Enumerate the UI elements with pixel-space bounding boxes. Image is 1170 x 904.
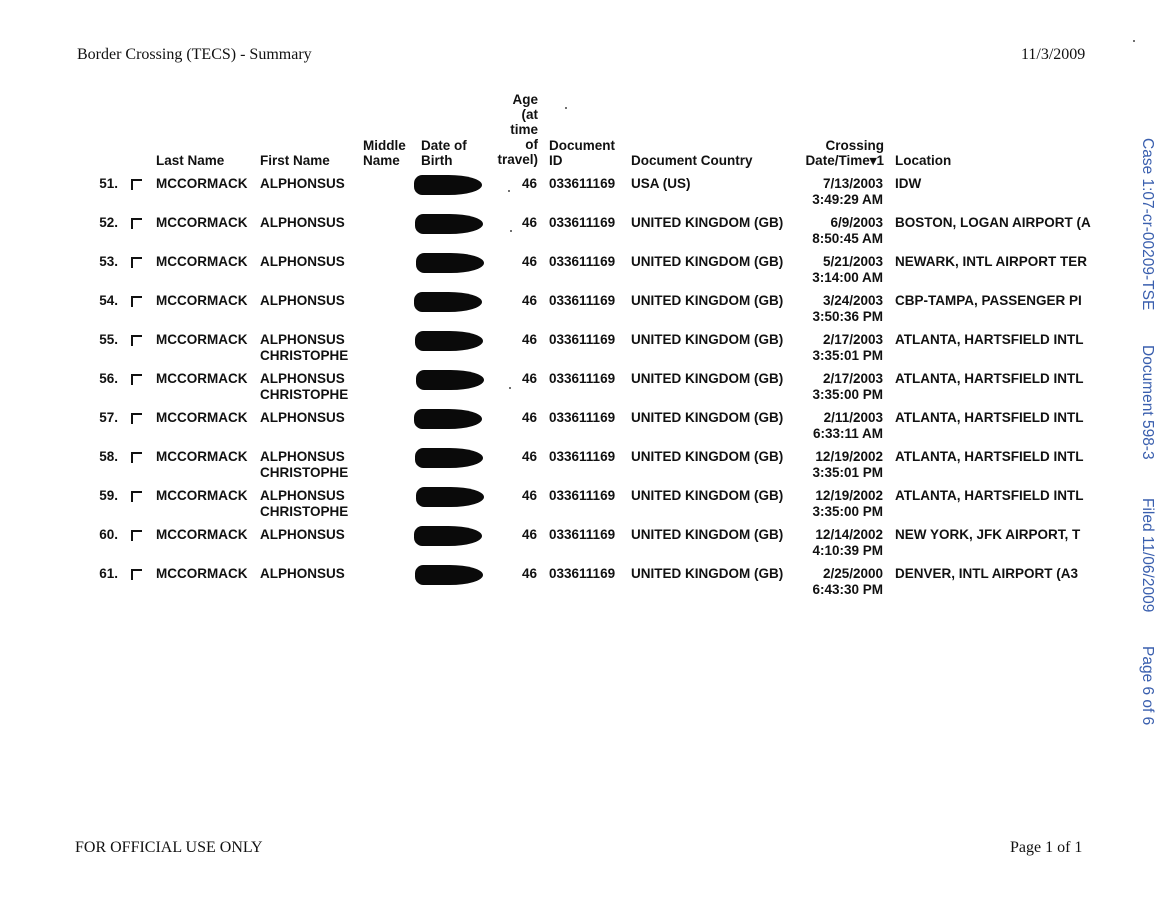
redaction-bar	[415, 565, 483, 585]
crossing-time-cell: 3:35:00 PM	[812, 387, 883, 402]
document-id-cell: 033611169	[549, 371, 616, 386]
scan-speck	[509, 387, 511, 389]
document-country-cell: UNITED KINGDOM (GB)	[631, 254, 784, 269]
row-number: 52.	[99, 215, 118, 230]
redaction-bar	[414, 292, 482, 312]
footer-page-number: Page 1 of 1	[1010, 839, 1083, 856]
location-cell: IDW	[895, 176, 922, 191]
row-number: 53.	[99, 254, 118, 269]
first-name-cell: ALPHONSUS	[260, 527, 345, 542]
document-id-cell: 033611169	[549, 215, 616, 230]
crossing-time-cell: 3:49:29 AM	[812, 192, 883, 207]
row-number: 59.	[99, 488, 118, 503]
crossing-time-cell: 8:50:45 AM	[812, 231, 883, 246]
last-name-cell: MCCORMACK	[156, 176, 248, 191]
last-name-cell: MCCORMACK	[156, 332, 248, 347]
first-name-cell: ALPHONSUS	[260, 566, 345, 581]
crossing-time-cell: 6:43:30 PM	[812, 582, 883, 597]
crossing-date-cell: 5/21/2003	[822, 254, 883, 269]
crossing-date-cell: 12/19/2002	[815, 488, 883, 503]
scan-speck	[510, 230, 512, 232]
column-header-last-name: Last Name	[156, 153, 225, 168]
court-filing-stamp	[1126, 138, 1156, 778]
row-number: 54.	[99, 293, 118, 308]
location-cell: ATLANTA, HARTSFIELD INTL	[895, 371, 1084, 386]
age-cell: 46	[521, 176, 537, 191]
location-cell: ATLANTA, HARTSFIELD INTL	[895, 332, 1084, 347]
first-name-cell: ALPHONSUS	[260, 488, 345, 503]
location-cell: DENVER, INTL AIRPORT (A3	[895, 566, 1079, 581]
first-name-cell: ALPHONSUS	[260, 293, 345, 308]
first-name-cell: ALPHONSUS	[260, 215, 345, 230]
redaction-bar	[414, 175, 482, 195]
crossing-time-cell: 3:35:01 PM	[812, 348, 883, 363]
document-id-cell: 033611169	[549, 293, 616, 308]
age-cell: 46	[521, 371, 537, 386]
location-cell: ATLANTA, HARTSFIELD INTL	[895, 410, 1084, 425]
redaction-bar	[416, 253, 484, 273]
first-name-cell: ALPHONSUS	[260, 176, 345, 191]
crossing-line-1: Crossing	[825, 138, 884, 153]
document-id-line-1: Document	[549, 138, 616, 153]
crossing-date-cell: 7/13/2003	[822, 176, 883, 191]
last-name-cell: MCCORMACK	[156, 371, 248, 386]
column-header-middle-name	[363, 138, 406, 168]
column-header-age	[480, 92, 538, 167]
column-header-dob	[421, 138, 467, 168]
document-id-cell: 033611169	[549, 566, 616, 581]
last-name-cell: MCCORMACK	[156, 449, 248, 464]
crossing-time-cell: 4:10:39 PM	[812, 543, 883, 558]
age-cell: 46	[521, 293, 537, 308]
crossing-date-cell: 6/9/2003	[830, 215, 883, 230]
redaction-bar	[416, 370, 484, 390]
last-name-cell: MCCORMACK	[156, 488, 248, 503]
row-checkbox[interactable]	[131, 257, 142, 268]
age-cell: 46	[521, 410, 537, 425]
age-line-1: Age	[512, 92, 538, 107]
redaction-bar	[415, 214, 483, 234]
crossing-date-cell: 12/19/2002	[815, 449, 883, 464]
row-checkbox[interactable]	[131, 413, 142, 424]
document-country-cell: UNITED KINGDOM (GB)	[631, 488, 784, 503]
document-id-cell: 033611169	[549, 176, 616, 191]
last-name-cell: MCCORMACK	[156, 215, 248, 230]
column-header-document-id	[549, 138, 615, 168]
first-name-cell-line-2: CHRISTOPHE	[260, 387, 349, 402]
document-country-cell: UNITED KINGDOM (GB)	[631, 449, 784, 464]
first-name-cell-line-2: CHRISTOPHE	[260, 348, 349, 363]
row-checkbox[interactable]	[131, 179, 142, 190]
row-checkbox[interactable]	[131, 452, 142, 463]
crossing-time-cell: 3:35:01 PM	[812, 465, 883, 480]
middle-name-line-1: Middle	[363, 138, 406, 153]
crossing-date-cell: 12/14/2002	[815, 527, 883, 542]
stamp-page: Page 6 of 6	[1139, 646, 1156, 726]
row-checkbox[interactable]	[131, 335, 142, 346]
page-date: 11/3/2009	[1021, 46, 1086, 63]
document-id-cell: 033611169	[549, 449, 616, 464]
age-line-4: of	[525, 137, 538, 152]
redaction-bar	[415, 448, 483, 468]
row-number: 58.	[99, 449, 118, 464]
last-name-cell: MCCORMACK	[156, 254, 248, 269]
crossing-date-cell: 3/24/2003	[822, 293, 883, 308]
crossing-date-cell: 2/17/2003	[822, 332, 883, 347]
age-cell: 46	[521, 215, 537, 230]
row-number: 56.	[99, 371, 118, 386]
row-checkbox[interactable]	[131, 218, 142, 229]
location-cell: NEW YORK, JFK AIRPORT, T	[895, 527, 1081, 542]
document-country-cell: UNITED KINGDOM (GB)	[631, 215, 784, 230]
crossing-line-2: Date/Time▾1	[805, 153, 884, 168]
age-cell: 46	[521, 488, 537, 503]
dob-line-2: Birth	[421, 153, 453, 168]
stamp-filed: Filed 11/06/2009	[1139, 497, 1156, 612]
page-title: Border Crossing (TECS) - Summary	[77, 46, 312, 63]
first-name-cell: ALPHONSUS	[260, 449, 345, 464]
row-checkbox[interactable]	[131, 569, 142, 580]
location-cell: BOSTON, LOGAN AIRPORT (A	[895, 215, 1091, 230]
location-cell: ATLANTA, HARTSFIELD INTL	[895, 449, 1084, 464]
redaction-bar	[414, 409, 482, 429]
middle-name-line-2: Name	[363, 153, 400, 168]
document-id-cell: 033611169	[549, 332, 616, 347]
document-country-cell: UNITED KINGDOM (GB)	[631, 410, 784, 425]
document-country-cell: USA (US)	[631, 176, 691, 191]
redaction-bar	[415, 331, 483, 351]
row-checkbox[interactable]	[131, 374, 142, 385]
crossing-time-cell: 3:14:00 AM	[812, 270, 883, 285]
age-cell: 46	[521, 332, 537, 347]
stamp-document: Document 598-3	[1139, 344, 1156, 460]
first-name-cell: ALPHONSUS	[260, 410, 345, 425]
first-name-cell: ALPHONSUS	[260, 332, 345, 347]
crossing-time-cell: 3:35:00 PM	[812, 504, 883, 519]
scan-speck	[565, 107, 567, 109]
first-name-cell: ALPHONSUS	[260, 254, 345, 269]
last-name-cell: MCCORMACK	[156, 527, 248, 542]
document-id-line-2: ID	[549, 153, 563, 168]
location-cell: NEWARK, INTL AIRPORT TER	[895, 254, 1087, 269]
row-checkbox[interactable]	[131, 491, 142, 502]
age-cell: 46	[521, 254, 537, 269]
document-country-cell: UNITED KINGDOM (GB)	[631, 527, 784, 542]
scan-speck	[508, 190, 510, 192]
document-id-cell: 033611169	[549, 254, 616, 269]
column-header-location: Location	[895, 153, 952, 168]
crossing-date-cell: 2/11/2003	[823, 410, 883, 425]
redaction-bar	[414, 526, 482, 546]
crossing-time-cell: 3:50:36 PM	[812, 309, 883, 324]
age-line-3: time	[510, 122, 538, 137]
last-name-cell: MCCORMACK	[156, 410, 248, 425]
document-id-cell: 033611169	[549, 410, 616, 425]
document-id-cell: 033611169	[549, 488, 616, 503]
age-line-5: travel)	[497, 152, 538, 167]
column-header-first-name: First Name	[260, 153, 330, 168]
age-cell: 46	[521, 527, 537, 542]
dob-line-1: Date of	[421, 138, 467, 153]
row-number: 61.	[99, 566, 118, 581]
column-header-document-country: Document Country	[631, 153, 753, 168]
document-country-cell: UNITED KINGDOM (GB)	[631, 566, 784, 581]
row-number: 55.	[99, 332, 118, 347]
stamp-case: Case 1:07-cr-00209-TSE	[1139, 138, 1156, 311]
first-name-cell-line-2: CHRISTOPHE	[260, 465, 349, 480]
row-number: 57.	[99, 410, 118, 425]
document-country-cell: UNITED KINGDOM (GB)	[631, 293, 784, 308]
footer-classification: FOR OFFICIAL USE ONLY	[75, 839, 263, 856]
last-name-cell: MCCORMACK	[156, 293, 248, 308]
row-checkbox[interactable]	[131, 296, 142, 307]
first-name-cell: ALPHONSUS	[260, 371, 345, 386]
crossing-date-cell: 2/17/2003	[822, 371, 883, 386]
column-header-crossing[interactable]	[780, 138, 884, 168]
document-id-cell: 033611169	[549, 527, 616, 542]
redaction-bar	[416, 487, 484, 507]
document-country-cell: UNITED KINGDOM (GB)	[631, 332, 784, 347]
age-cell: 46	[521, 566, 537, 581]
row-number: 60.	[99, 527, 118, 542]
age-line-2: (at	[521, 107, 538, 122]
crossing-time-cell: 6:33:11 AM	[812, 426, 883, 441]
last-name-cell: MCCORMACK	[156, 566, 248, 581]
age-cell: 46	[521, 449, 537, 464]
location-cell: CBP-TAMPA, PASSENGER PI	[895, 293, 1082, 308]
crossing-date-cell: 2/25/2000	[822, 566, 883, 581]
scan-speck	[1133, 40, 1135, 42]
row-checkbox[interactable]	[131, 530, 142, 541]
first-name-cell-line-2: CHRISTOPHE	[260, 504, 349, 519]
document-country-cell: UNITED KINGDOM (GB)	[631, 371, 784, 386]
row-number: 51.	[99, 176, 118, 191]
location-cell: ATLANTA, HARTSFIELD INTL	[895, 488, 1084, 503]
